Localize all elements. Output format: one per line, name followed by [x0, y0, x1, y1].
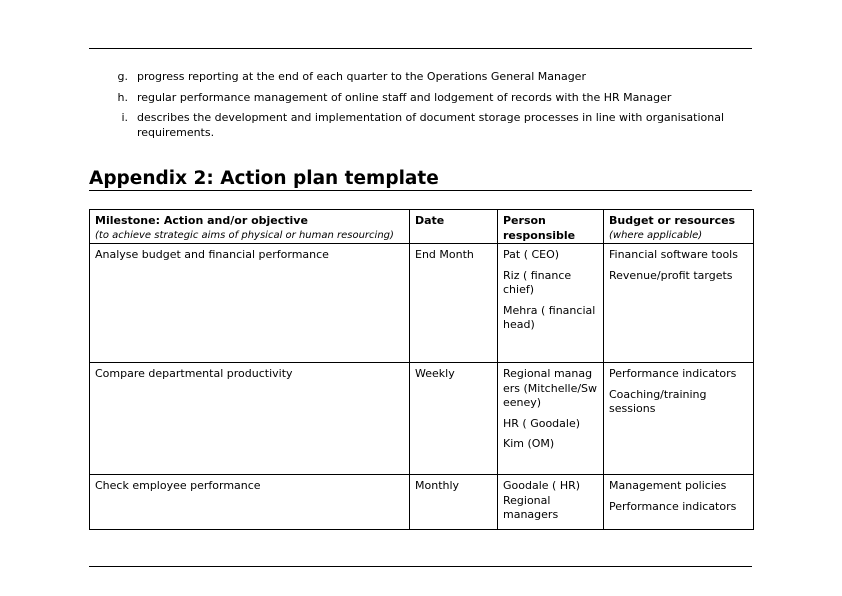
budget-entry: Performance indicators [609, 367, 737, 380]
cell-date: Monthly [410, 475, 498, 530]
person-entry: Kim (OM) [503, 437, 555, 450]
list-item-text: describes the development and implementation of document storage processes in line with organisational requirements. [137, 111, 725, 139]
list-marker: i. [121, 111, 128, 124]
table-header-row [90, 210, 754, 244]
header-budget-subtitle: (where applicable) [609, 229, 703, 241]
top-rule [89, 48, 752, 49]
budget-entry: Coaching/training sessions [609, 387, 707, 415]
list-item [89, 90, 752, 105]
appendix-heading: Appendix 2: Action plan template [89, 167, 752, 191]
header-date-title: Date [415, 214, 445, 227]
budget-entry: Revenue/profit targets [609, 268, 733, 282]
header-person [498, 210, 604, 244]
cell-budget [604, 475, 754, 530]
person-entry: HR ( Goodale) [503, 416, 581, 430]
header-budget [604, 210, 754, 244]
cell-milestone: Analyse budget and financial performance [90, 244, 410, 363]
cell-budget [604, 363, 754, 475]
person-entry: Mehra ( financial head) [503, 303, 596, 331]
list-marker: g. [117, 70, 128, 83]
list-item [89, 110, 752, 140]
list-item-text: regular performance management of online staff and lodgement of records with the HR Manager [137, 90, 672, 104]
cell-milestone: Check employee performance [90, 475, 410, 530]
header-milestone-title: Milestone: Action and/or objective [95, 214, 308, 227]
header-milestone [90, 210, 410, 244]
action-plan-table [89, 209, 754, 530]
budget-entry: Performance indicators [609, 499, 737, 513]
cell-budget [604, 244, 754, 363]
header-date [410, 210, 498, 244]
cell-date: End Month [410, 244, 498, 363]
bottom-rule [89, 566, 752, 567]
table-row [90, 363, 754, 475]
table-row [90, 475, 754, 530]
cell-date: Weekly [410, 363, 498, 475]
cell-person [498, 475, 604, 530]
budget-entry: Management policies [609, 479, 727, 492]
list-marker: h. [117, 90, 128, 104]
header-budget-title: Budget or resources [609, 214, 736, 227]
requirements-list [89, 69, 752, 146]
person-entry: Regional managers (Mitchelle/Sweeney) [503, 367, 598, 409]
person-entry: Pat ( CEO) [503, 248, 560, 261]
table-row [90, 244, 754, 363]
person-entry: Goodale ( HR) Regional managers [503, 479, 581, 521]
header-milestone-subtitle: (to achieve strategic aims of physical or human resourcing) [95, 229, 394, 241]
list-item [89, 69, 752, 84]
header-person-title: Person responsible [503, 214, 576, 242]
list-item-text: progress reporting at the end of each quarter to the Operations General Manager [137, 70, 586, 83]
cell-milestone: Compare departmental productivity [90, 363, 410, 475]
person-entry: Riz ( finance chief) [503, 268, 572, 296]
budget-entry: Financial software tools [609, 248, 738, 261]
cell-person [498, 363, 604, 475]
cell-person [498, 244, 604, 363]
